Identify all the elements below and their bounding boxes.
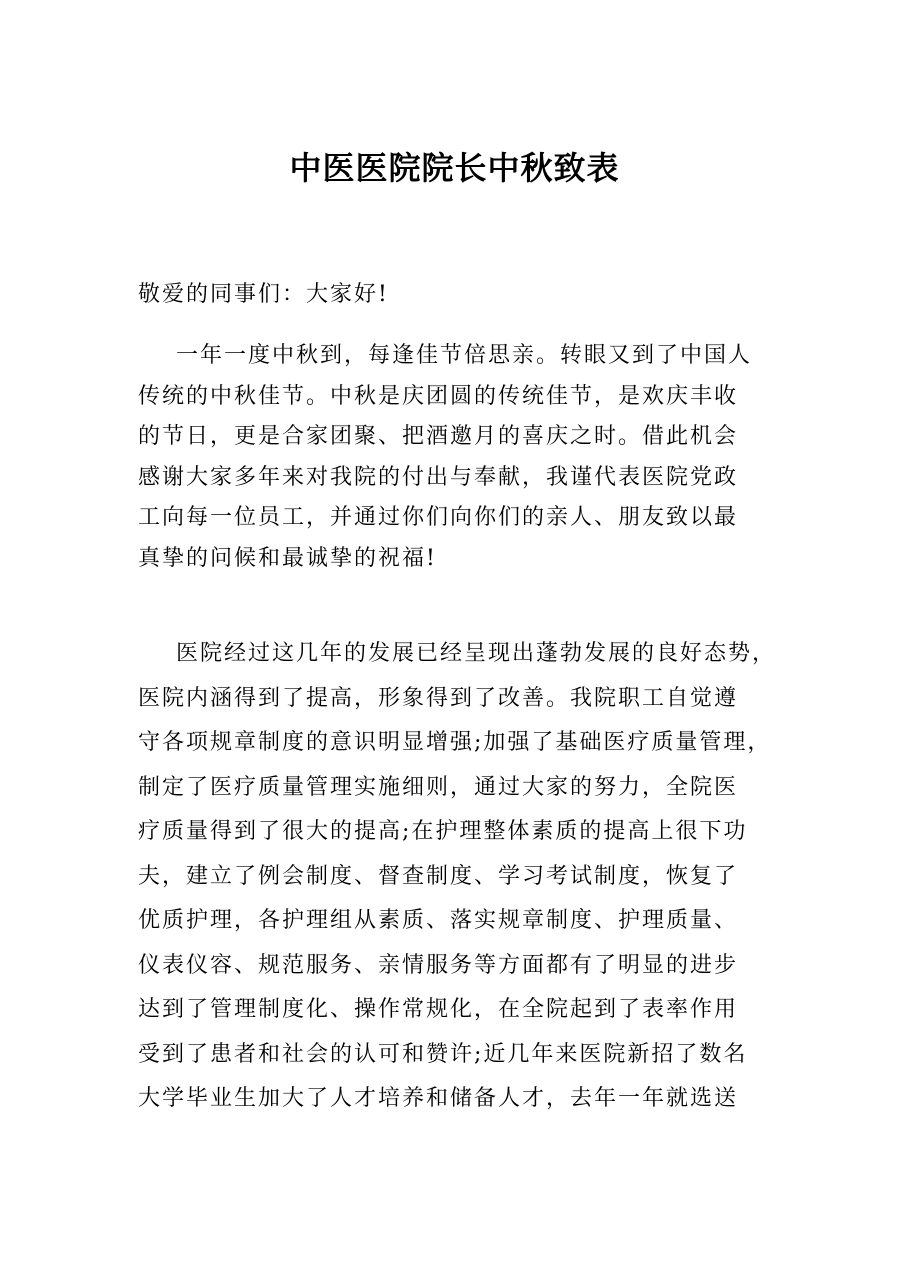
paragraph-line: 医院经过这几年的发展已经呈现出蓬勃发展的良好态势， xyxy=(176,641,777,666)
paragraph-line: 制定了医疗质量管理实施细则，通过大家的努力，全院医 xyxy=(138,774,739,800)
paragraph-line: 医院内涵得到了提高，形象得到了改善。我院职工自觉遵 xyxy=(138,685,739,711)
paragraph-line: 的节日，更是合家团聚、把酒邀月的喜庆之时。借此机会 xyxy=(138,424,739,449)
paragraph-line: 夫，建立了例会制度、督查制度、学习考试制度，恢复了 xyxy=(138,863,739,889)
paragraph-line: 真挚的问候和最诚挚的祝福! xyxy=(138,545,437,571)
paragraph-line: 一年一度中秋到，每逢佳节倍思亲。转眼又到了中国人 xyxy=(176,343,753,368)
paragraph-line: 大学毕业生加大了人才培养和储备人才，去年一年就选送 xyxy=(138,1086,739,1111)
paragraph-line: 传统的中秋佳节。中秋是庆团圆的传统佳节，是欢庆丰收 xyxy=(138,383,739,409)
document-title: 中医医院院长中秋致表 xyxy=(289,149,620,187)
paragraph-line: 受到了患者和社会的认可和赞许;近几年来医院新招了数名 xyxy=(138,1041,748,1067)
paragraph-line: 感谢大家多年来对我院的付出与奉献，我谨代表医院党政 xyxy=(138,464,739,490)
paragraph-line: 达到了管理制度化、操作常规化，在全院起到了表率作用 xyxy=(138,997,739,1022)
paragraph-line: 守各项规章制度的意识明显增强;加强了基础医疗质量管理， xyxy=(138,730,772,755)
paragraph-line: 工向每一位员工，并通过你们向你们的亲人、朋友致以最 xyxy=(138,505,739,530)
paragraph-line: 仪表仪容、规范服务、亲情服务等方面都有了明显的进步 xyxy=(138,952,739,978)
salutation: 敬爱的同事们：大家好! xyxy=(138,282,389,307)
paragraph-line: 优质护理，各护理组从素质、落实规章制度、护理质量、 xyxy=(138,908,739,933)
paragraph-2 xyxy=(138,632,778,1122)
paragraph-line: 疗质量得到了很大的提高;在护理整体素质的提高上很下功 xyxy=(138,819,748,844)
paragraph-1 xyxy=(138,336,778,579)
